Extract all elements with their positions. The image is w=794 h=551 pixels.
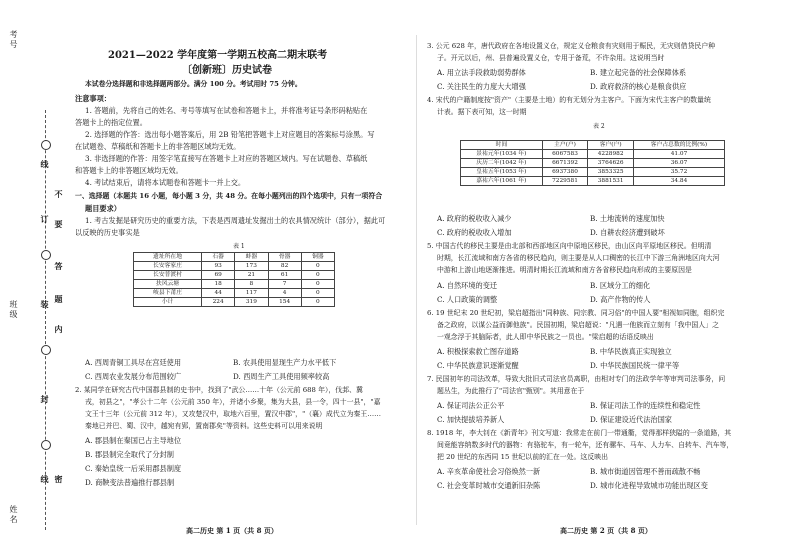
q6-option-c: C. 中华民族意识逐渐觉醒 [437, 361, 519, 370]
q2-option-c: C. 秦始皇统一后采用郡县制度 [85, 464, 182, 473]
table-cell: 35.72 [633, 168, 724, 177]
question-2-cont: 戎，初县之"，"孝公十二年（公元前 350 年），并诸小乡聚，集为大县，县一令，四十一县"，"嘉 [85, 398, 381, 406]
table-cell: 41.07 [633, 150, 724, 159]
table-header-cell: 遗址所在地 [134, 253, 202, 262]
table-cell: 岐县下莆庄 [134, 289, 202, 298]
seal-char: 线 [40, 475, 50, 485]
q6-option-a: A. 积极探索救亡图存道路 [437, 347, 519, 356]
table-cell: 21 [235, 271, 268, 280]
table-cell: 319 [235, 298, 268, 307]
q7-option-b: B. 保证司法工作的连续性和稳定性 [590, 401, 701, 410]
question-5-cont: 时期，长江流域和南方各省的移民趋向，则主要是从人口稠密的长江中下游三角洲地区向大河 [437, 254, 720, 262]
q8-option-a: A. 辛亥革命使社会习俗焕然一新 [437, 467, 541, 476]
table-header-cell: 骨器 [268, 253, 301, 262]
notice-line: 2. 选择题的作答：选出每小题答案后，用 2B 铅笔把答题卡上对应题目的答案标号涂黑。写 [85, 130, 375, 139]
binding-margin [0, 0, 62, 551]
table2-caption: 表 2 [593, 123, 605, 130]
question-6-cont: 备之政府，以谋公益而御他族"。民国初期，梁启超说："凡遇一他族而立刻有「我中国人」之 [437, 321, 719, 329]
exam-info: 本试卷分选择题和非选择题两部分。满分 100 分。考试用时 75 分钟。 [85, 80, 302, 88]
table-cell: 34.84 [633, 177, 724, 186]
question-3: 3. 公元 628 年，唐代政府在各地设置义仓，规定义仓粮食有灾则用于赈民，无灾则借贷民户种 [427, 42, 716, 50]
seal-char: 订 [40, 215, 50, 225]
binding-line [45, 110, 46, 530]
label-class: 班级 [9, 300, 18, 320]
notice-line: 1. 答题前，先将自己的姓名、考号等填写在试卷和答题卡上，并将准考证号条形码粘贴在 [85, 106, 368, 115]
page-footer-left: 高二历史 第 1 页（共 8 页） [186, 526, 278, 535]
q6-option-b: B. 中华民族真正实现独立 [590, 347, 672, 356]
table-row [461, 159, 725, 168]
seal-char: 题 [54, 295, 64, 305]
table1-caption: 表 1 [233, 243, 245, 250]
seal-char: 答 [54, 262, 64, 272]
table-header-row [134, 253, 335, 262]
q3-option-c: C. 关注民生的力度大大增强 [437, 82, 526, 91]
q1-option-a: A. 西周青铜工具尽在宫廷使用 [85, 358, 182, 367]
table-row [134, 298, 335, 307]
table-cell: 3881531 [588, 177, 634, 186]
table-cell: 8 [235, 280, 268, 289]
table-row [134, 271, 335, 280]
q2-option-d: D. 商鞅变法普遍推行郡县制 [85, 478, 175, 487]
question-2-cont: 秦地已并巴、蜀、汉中，越宛有郢，置南郡矣"等资料。这些史料可以用来说明 [85, 422, 323, 430]
exam-subtitle: 〔创新班〕历史试卷 [182, 65, 272, 76]
table-header-cell: 蚌器 [235, 253, 268, 262]
question-7: 7. 民国初年的司法改革，导致大批旧式司法官员离职，由相对专门的法政学年等审判司法事务，问 [427, 375, 726, 383]
seal-char: 内 [54, 325, 64, 335]
table-cell: 117 [235, 289, 268, 298]
table-header-row [461, 141, 725, 150]
exam-title: 2021—2022 学年度第一学期五校高二期末联考 [108, 50, 328, 61]
q5-option-b: B. 区域分工的细化 [590, 281, 651, 290]
question-4: 4. 宋代的户籍制度按"资产"（主要是土地）的有无划分为主客户。下面为宋代主客户的数量统 [427, 96, 711, 104]
table-cell: 0 [301, 298, 334, 307]
table-cell: 82 [268, 262, 301, 271]
question-5: 5. 中国古代的移民主要是由北部和西部地区向中原地区移民，由山区向平原地区移民。但明清 [427, 242, 712, 250]
q2-option-b: B. 郡县制完全取代了分封制 [85, 450, 174, 459]
q5-option-a: A. 自然环境的变迁 [437, 281, 498, 290]
notice-line: 和答题卡上的非答题区域均无效。 [75, 166, 183, 175]
table-1 [133, 252, 335, 307]
table-header-cell: 主户(户) [542, 141, 588, 150]
binding-circle [41, 140, 51, 150]
table-cell: 154 [268, 298, 301, 307]
question-3-cont: 子。开元以后，州、县普遍设置义仓，专用于备荒，不许杂用。这说明当时 [437, 54, 665, 62]
q7-option-a: A. 保证司法公正公平 [437, 401, 505, 410]
binding-circle [41, 250, 51, 260]
table-cell: 3853325 [588, 168, 634, 177]
question-1: 1. 考古发掘是研究历史的重要方法，下表是西周遗址发掘出土的农具情况统计（部分），据此可 [85, 216, 386, 225]
question-8: 8. 1918 年，李大钊在《新青年》刊文写道：我常走在前门一带通衢，觉得那样狭隘的一条道路，其 [427, 429, 732, 437]
q3-option-b: B. 建立起完备的社会保障体系 [590, 68, 687, 77]
table-cell: 0 [301, 289, 334, 298]
table-row [134, 280, 335, 289]
table-cell: 小计 [134, 298, 202, 307]
table-cell: 0 [301, 280, 334, 289]
seal-char: 装 [40, 300, 50, 310]
question-8-cont: 间竟能容纳数多时代的器物：有骆驼车，有一轮车，还有骡车、马车、人力车、自转车、汽车等， [437, 441, 734, 449]
label-name: 姓名 [9, 505, 18, 525]
q8-option-c: C. 社会变革时城市交通新旧杂陈 [437, 481, 541, 490]
binding-circle [41, 345, 51, 355]
table-cell: 18 [202, 280, 235, 289]
q8-option-b: B. 城市街道因管理不善而疏散不畅 [590, 467, 701, 476]
table-cell: 7 [268, 280, 301, 289]
table-header-cell: 铜器 [301, 253, 334, 262]
q2-option-a: A. 郡县制在秦国已占主导地位 [85, 436, 182, 445]
table-cell: 0 [301, 271, 334, 280]
section-heading: 一、选择题（本题共 16 小题，每小题 3 分，共 48 分。在每小题列出的四个选项中，只有一项符合 [75, 192, 383, 200]
table-row [461, 177, 725, 186]
question-4-cont: 计表。据下表可知，这一时期 [437, 108, 527, 116]
table-cell: 224 [202, 298, 235, 307]
notice-line: 在试题卷、草稿纸和答题卡上的非答题区域均无效。 [75, 142, 241, 151]
seal-char: 封 [40, 395, 50, 405]
table-cell: 4 [268, 289, 301, 298]
binding-circle [41, 440, 51, 450]
table-cell: 长安普渡村 [134, 271, 202, 280]
table-cell: 6067583 [542, 150, 588, 159]
q7-option-d: D. 保证建设近代法治国家 [590, 415, 672, 424]
table-cell: 36.07 [633, 159, 724, 168]
table-cell: 93 [202, 262, 235, 271]
table-cell: 皇祐五年(1053 年) [461, 168, 543, 177]
seal-char: 线 [40, 160, 50, 170]
table-header-cell: 客户占总数的比例(%) [633, 141, 724, 150]
q3-option-d: D. 政府救济的核心是粮食供应 [590, 82, 687, 91]
section-heading-cont: 题目要求） [85, 204, 121, 213]
table-row [461, 150, 725, 159]
notice-title: 注意事项： [75, 94, 111, 103]
seal-char: 密 [54, 475, 64, 485]
table-row [461, 168, 725, 177]
table-2 [460, 140, 725, 186]
table-cell: 173 [235, 262, 268, 271]
table-cell: 庆历二年(1042 年) [461, 159, 543, 168]
q8-option-d: D. 城市化进程导致城市功能出现区变 [590, 481, 708, 490]
table-cell: 7229581 [542, 177, 588, 186]
table-cell: 嘉祐六年(1061 年) [461, 177, 543, 186]
table-header-cell: 石器 [202, 253, 235, 262]
q1-option-d: D. 西周生产工具使用频率较高 [233, 372, 330, 381]
question-6-cont: 一观念浮于其脑际者，此人即中华民族之一员也。"梁启超的话语反映出 [437, 333, 654, 341]
table-cell: 扶风云塘 [134, 280, 202, 289]
question-2: 2. 某同学在研究古代中国郡县制的史书中，找到了"武公……十年（公元前 688 年），伐邽、冀 [75, 386, 363, 394]
table-row [134, 289, 335, 298]
table-cell: 44 [202, 289, 235, 298]
q6-option-d: D. 中华民族国民统一律平等 [590, 361, 680, 370]
table-cell: 61 [268, 271, 301, 280]
q5-option-c: C. 人口政策的调整 [437, 295, 498, 304]
q4-option-c: C. 政府的税收收入增加 [437, 228, 512, 237]
seal-char: 要 [54, 220, 64, 230]
table-cell: 景祐元年(1034 年) [461, 150, 543, 159]
q4-option-a: A. 政府的税收收入减少 [437, 214, 512, 223]
table-cell: 69 [202, 271, 235, 280]
table-cell: 长安客家庄 [134, 262, 202, 271]
question-6: 6. 19 世纪末 20 世纪初，梁启超指出"同种族、同宗教、同习俗"的中国人要"相视如同胞，组织完 [427, 309, 725, 317]
table-cell: 3764626 [588, 159, 634, 168]
table-header-cell: 客户(户) [588, 141, 634, 150]
table-cell: 4228982 [588, 150, 634, 159]
q7-option-c: C. 加快提拔培养新人 [437, 415, 505, 424]
question-1-cont: 以反映的历史事实是 [75, 228, 140, 237]
table-row [134, 262, 335, 271]
table-header-cell: 时间 [461, 141, 543, 150]
notice-line: 3. 非选择题的作答：用签字笔直接写在答题卡上对应的答题区域内。写在试题卷、草稿纸 [85, 154, 368, 163]
table-cell: 0 [301, 262, 334, 271]
question-2-cont: 文王十三年（公元前 312 年），又攻楚汉中，取地六百里，置汉中郡"，"（襄）成代立为秦王…… [85, 410, 382, 418]
page-footer-right: 高二历史 第 2 页（共 8 页） [560, 526, 652, 535]
q4-option-d: D. 自耕农经济遭到破坏 [590, 228, 665, 237]
question-5-cont: 中游和上游山地逐渐推进。明清时期长江流域和南方各省移民趋向形成的主要原因是 [437, 266, 692, 274]
table-cell: 6671392 [542, 159, 588, 168]
q3-option-a: A. 用立法手段救助弱势群体 [437, 68, 526, 77]
notice-line: 4. 考试结束后，请将本试题卷和答题卡一并上交。 [85, 178, 246, 187]
question-8-cont: 把 20 世纪的东西同 15 世纪以前的汇在一处。这反映出 [437, 453, 608, 461]
q1-option-c: C. 西周农业发展分布范围较广 [85, 372, 182, 381]
table-cell: 6937380 [542, 168, 588, 177]
q4-option-b: B. 土地流转的速度加快 [590, 214, 665, 223]
question-7-cont: 题丛生，为此推行了"司法官"甄别"。其用意在于 [437, 387, 585, 395]
page-divider [416, 35, 417, 525]
notice-line: 答题卡上的指定位置。 [75, 118, 147, 127]
seal-char: 不 [54, 190, 64, 200]
q1-option-b: B. 农具使用显现生产力水平低下 [233, 358, 337, 367]
q5-option-d: D. 高产作物的传人 [590, 295, 651, 304]
label-exam-id: 考号 [9, 30, 18, 50]
